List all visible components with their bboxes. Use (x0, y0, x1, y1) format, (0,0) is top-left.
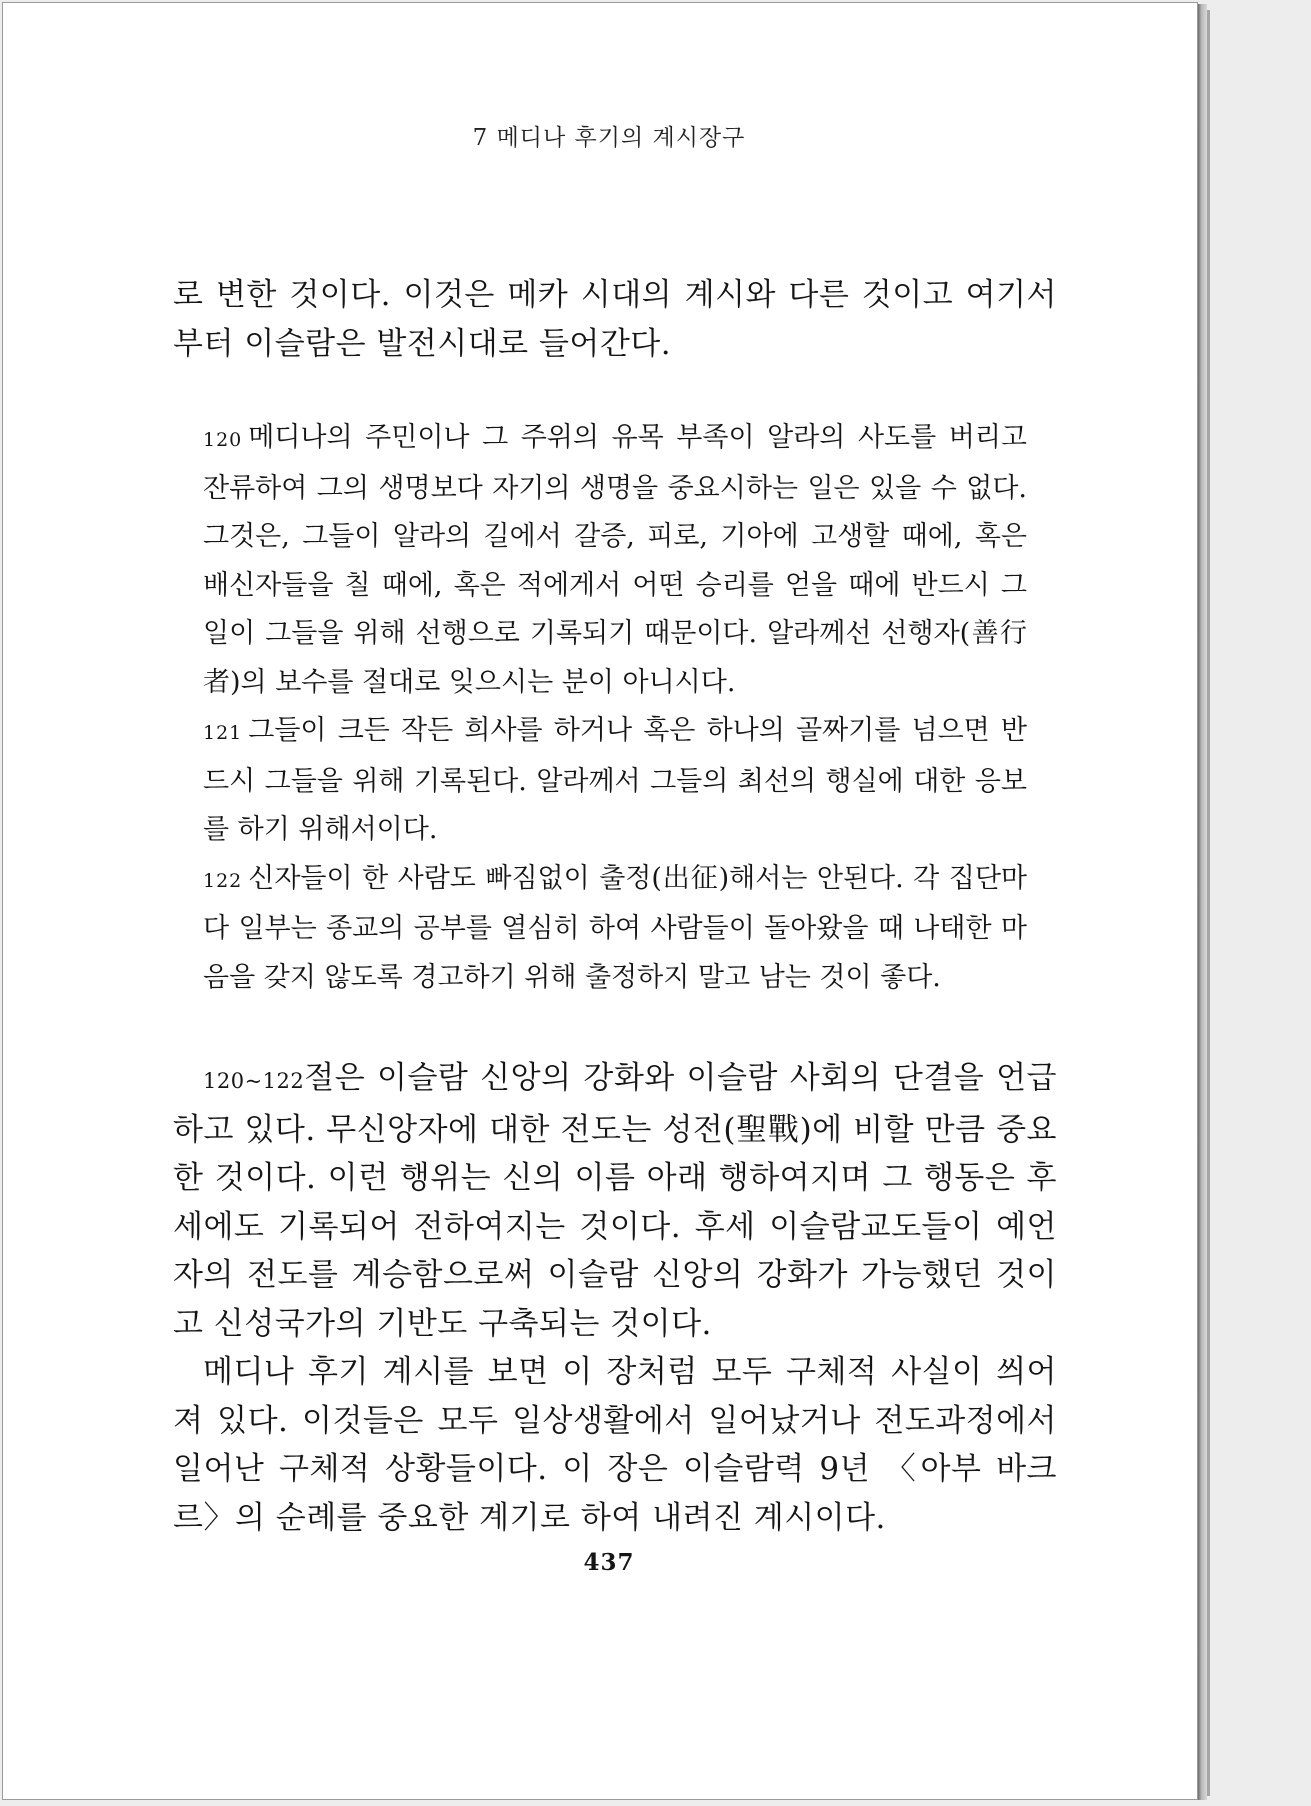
page-body (173, 271, 1057, 1542)
book-page (2, 2, 1198, 1800)
verse-range: 120~122 (203, 1069, 305, 1093)
verse-text: 그들이 크든 작든 희사를 하거나 혹은 하나의 골짜기를 넘으면 반드시 그들을 위해 기록된다. 알라께서 그들의 최선의 행실에 대한 응보를 하기 위해서이다. (203, 715, 1027, 845)
verse-text: 메디나의 주민이나 그 주위의 유목 부족이 알라의 사도를 버리고 잔류하여 그의 생명보다 자기의 생명을 중요시하는 일은 있을 수 없다. 그것은, 그들이 알라의 길에서 갈증, 피로, 기아에 고생할 때에, 혹은 배신자들을 칠 때에, 혹은 적에게서 어떤 승리를 얻을 때에 반드시 그 일이 그들을 위해 선행으로 기록되기 때문이다. 알라께선 선행자(善行者)의 보수를 절대로 잊으시는 분이 아니시다. (203, 422, 1027, 698)
commentary-text: 절은 이슬람 신앙의 강화와 이슬람 사회의 단결을 언급하고 있다. 무신앙자에 대한 전도는 성전(聖戰)에 비할 만큼 중요한 것이다. 이런 행위는 신의 이름 아래 행하여지며 그 행동은 후세에도 기록되어 전하여지는 것이다. 후세 이슬람교도들이 예언자의 전도를 계승함으로써 이슬람 신앙의 강화가 가능했던 것이고 신성국가의 기반도 구축되는 것이다. (173, 1060, 1057, 1342)
verse-number: 120 (203, 429, 243, 451)
verse (203, 707, 1027, 855)
page-number: 437 (583, 1549, 635, 1576)
commentary (173, 1054, 1057, 1542)
running-head: 7 메디나 후기의 계시장구 (472, 125, 746, 151)
verse-number: 122 (203, 869, 243, 892)
verse (203, 855, 1027, 1003)
opening-paragraph: 로 변한 것이다. 이것은 메카 시대의 계시와 다른 것이고 여기서부터 이슬람은 발전시대로 들어간다. (173, 277, 1057, 362)
commentary-paragraph (173, 1054, 1057, 1348)
page-edge-shadow (1198, 4, 1207, 1800)
commentary-paragraph: 메디나 후기 계시를 보면 이 장처럼 모두 구체적 사실이 씌어져 있다. 이것들은 모두 일상생활에서 일어났거나 전도과정에서 일어난 구체적 상황들이다. 이 장은 이슬람력 9년 〈아부 바크르〉의 순례를 중요한 계기로 하여 내려진 계시이다. (173, 1354, 1057, 1536)
verse-text: 신자들이 한 사람도 빠짐없이 출정(出征)해서는 안된다. 각 집단마다 일부는 종교의 공부를 열심히 하여 사람들이 돌아왔을 때 나태한 마음을 갖지 않도록 경고하기 위해 출정하지 말고 남는 것이 좋다. (203, 862, 1027, 993)
page-edge-line (1207, 10, 1210, 1796)
verse-block (173, 414, 1027, 1002)
verse-number: 121 (203, 722, 243, 744)
verse (203, 414, 1027, 707)
